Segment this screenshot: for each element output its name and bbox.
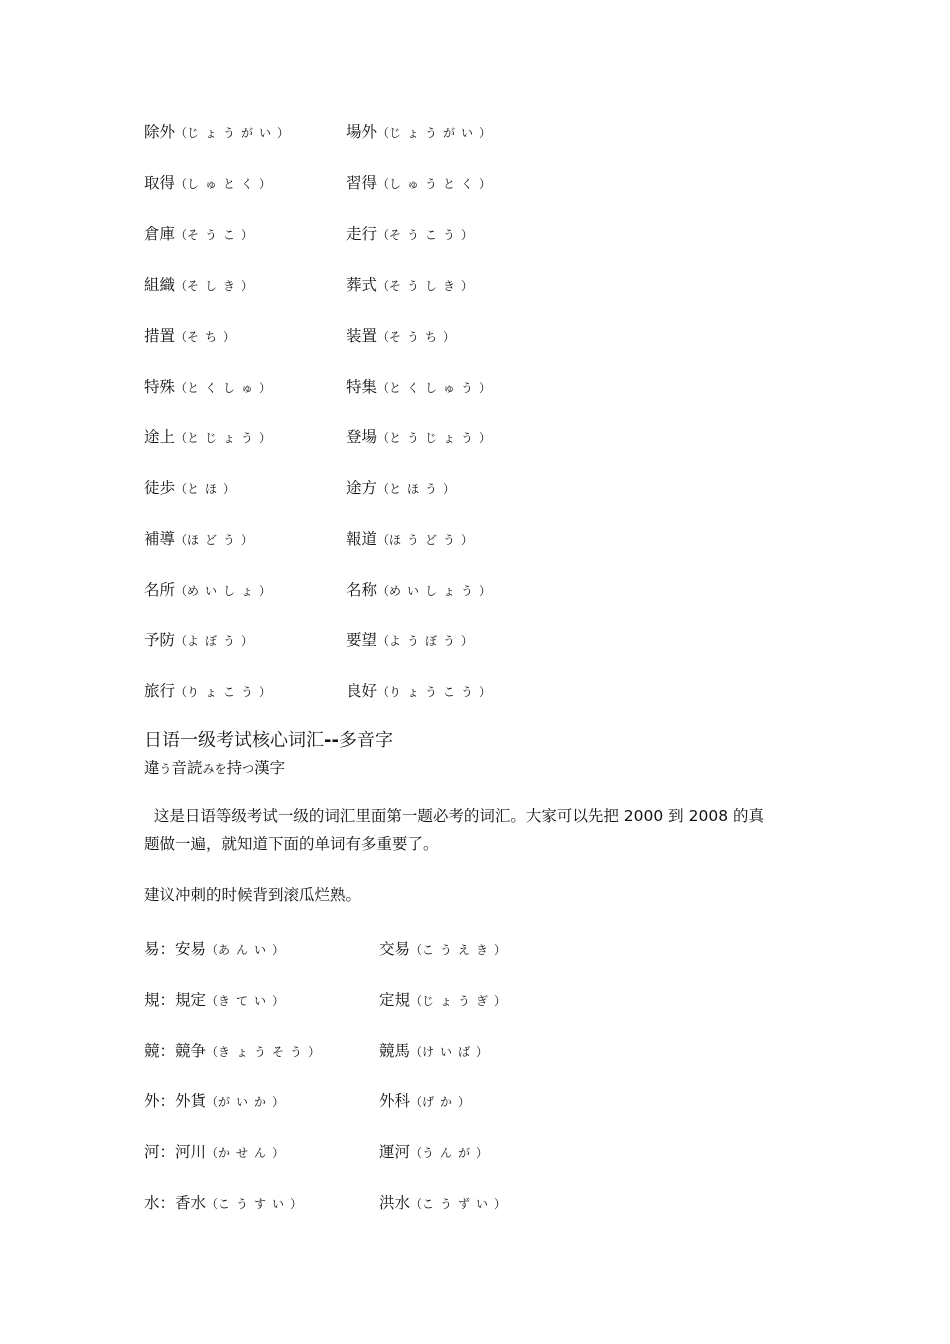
vocab-entry	[379, 940, 506, 958]
vocab-entry	[144, 225, 253, 243]
vocab-entry	[144, 428, 271, 446]
vocab-head-char: 外：	[144, 1092, 176, 1110]
vocab-row	[144, 628, 564, 650]
vocab-reading: とくしゅ	[187, 381, 260, 395]
intro-paragraph	[144, 802, 814, 858]
vocab-kanji: 装置	[346, 327, 378, 345]
vocab-reading: げか	[422, 1095, 459, 1109]
vocab-entry	[144, 276, 253, 294]
vocab-entry	[175, 1194, 302, 1212]
vocab-entry	[144, 631, 253, 649]
vocab-kanji: 走行	[346, 225, 378, 243]
subtitle-part: 違	[144, 759, 160, 777]
intro-text-2: 到	[663, 807, 689, 825]
vocab-kanji: 習得	[346, 174, 378, 192]
paren-close: ）	[272, 943, 285, 957]
vocab-kanji: 特集	[346, 378, 378, 396]
paren-close: ）	[479, 126, 492, 140]
vocab-kanji: 規定	[175, 991, 207, 1009]
paren-close: ）	[461, 634, 474, 648]
vocab-reading: じょうがい	[389, 126, 480, 140]
paren-open: （	[410, 1045, 423, 1059]
paren-close: ）	[272, 994, 285, 1008]
vocab-kanji: 旅行	[144, 682, 176, 700]
paren-open: （	[377, 685, 390, 699]
paren-close: ）	[461, 533, 474, 547]
vocab-reading: そうこう	[389, 228, 462, 242]
vocab-entry	[379, 1042, 488, 1060]
vocab-kanji: 競争	[175, 1042, 207, 1060]
vocab-row	[144, 222, 564, 244]
paren-close: ）	[223, 330, 236, 344]
paren-open: （	[175, 533, 188, 547]
paren-open: （	[206, 994, 219, 1008]
vocab-reading: こうえき	[422, 943, 495, 957]
vocab-entry	[346, 581, 491, 599]
paren-open: （	[206, 1197, 219, 1211]
vocab-row	[144, 476, 564, 498]
vocab-entry	[144, 682, 271, 700]
vocab-entry	[379, 1194, 506, 1212]
vocab-reading: めいしょう	[389, 584, 480, 598]
vocab-reading: きてい	[218, 994, 273, 1008]
vocab-entry	[346, 682, 491, 700]
vocab-kanji: 取得	[144, 174, 176, 192]
paren-open: （	[410, 943, 423, 957]
paren-close: ）	[458, 1095, 471, 1109]
vocab-kanji: 組織	[144, 276, 176, 294]
vocab-row	[144, 120, 564, 142]
vocab-reading: しゅうとく	[389, 177, 480, 191]
paren-close: ）	[443, 330, 456, 344]
paren-open: （	[175, 279, 188, 293]
paren-close: ）	[443, 482, 456, 496]
title-tail: 多音字	[338, 730, 393, 751]
paren-open: （	[377, 228, 390, 242]
vocab-entry	[346, 378, 491, 396]
vocab-kanji: 香水	[175, 1194, 207, 1212]
vocab-kanji: 交易	[379, 940, 411, 958]
vocab-reading: よぼう	[187, 634, 242, 648]
vocab-reading: とほ	[187, 482, 224, 496]
vocab-row	[144, 937, 564, 959]
vocab-reading: とくしゅう	[389, 381, 480, 395]
paren-close: ）	[259, 177, 272, 191]
paren-close: ）	[494, 1197, 507, 1211]
vocab-row	[144, 1039, 564, 1061]
intro-text-4: 题做一遍，就知道下面的单词有多重要了。	[144, 835, 439, 853]
vocab-reading: きょうそう	[218, 1045, 309, 1059]
vocab-kanji: 運河	[379, 1143, 411, 1161]
vocab-kanji: 場外	[346, 123, 378, 141]
vocab-reading: そしき	[187, 279, 242, 293]
title-main: 日语一级考试核心词汇	[144, 730, 324, 751]
paren-open: （	[175, 634, 188, 648]
vocab-entry	[144, 123, 289, 141]
vocab-reading: ほうどう	[389, 533, 462, 547]
vocab-kanji: 要望	[346, 631, 378, 649]
vocab-row	[144, 273, 564, 295]
vocab-entry	[175, 991, 284, 1009]
vocab-head-char: 河：	[144, 1143, 176, 1161]
vocab-reading: そうこ	[187, 228, 242, 242]
vocab-entry	[346, 479, 455, 497]
vocab-entry	[144, 174, 271, 192]
vocab-reading: あんい	[218, 943, 273, 957]
paren-open: （	[175, 482, 188, 496]
vocab-entry	[144, 378, 271, 396]
vocab-entry	[346, 631, 473, 649]
vocab-head-char: 規：	[144, 991, 176, 1009]
vocab-row	[144, 679, 564, 701]
vocab-kanji: 良好	[346, 682, 378, 700]
vocab-entry	[144, 581, 271, 599]
vocab-entry	[379, 1092, 470, 1110]
vocab-kanji: 葬式	[346, 276, 378, 294]
vocab-entry	[175, 1092, 284, 1110]
vocab-kanji: 徒歩	[144, 479, 176, 497]
paren-close: ）	[479, 685, 492, 699]
vocab-entry	[346, 530, 473, 548]
intro-text-1: 这是日语等级考试一级的词汇里面第一题必考的词汇。大家可以先把	[153, 807, 624, 825]
paren-open: （	[410, 1095, 423, 1109]
vocab-reading: そうち	[389, 330, 444, 344]
vocab-entry	[346, 123, 491, 141]
subtitle-part: 音読	[171, 759, 203, 777]
intro-year-end: 2008	[688, 807, 729, 825]
paren-close: ）	[272, 1095, 285, 1109]
vocab-reading: じょうがい	[187, 126, 278, 140]
vocab-reading: とうじょう	[389, 431, 480, 445]
paren-close: ）	[479, 584, 492, 598]
subtitle-part: う	[159, 762, 172, 776]
paren-open: （	[175, 228, 188, 242]
paren-close: ）	[223, 482, 236, 496]
paren-close: ）	[308, 1045, 321, 1059]
paren-close: ）	[479, 381, 492, 395]
paren-open: （	[175, 685, 188, 699]
paren-open: （	[410, 994, 423, 1008]
vocab-kanji: 外貨	[175, 1092, 207, 1110]
vocab-reading: じょうぎ	[422, 994, 495, 1008]
vocab-row	[144, 324, 564, 346]
vocab-entry	[346, 428, 491, 446]
vocab-row	[144, 1140, 564, 1162]
vocab-entry	[379, 991, 506, 1009]
vocab-kanji: 報道	[346, 530, 378, 548]
vocab-reading: こうずい	[422, 1197, 495, 1211]
vocab-reading: けいば	[422, 1045, 477, 1059]
vocab-row	[144, 375, 564, 397]
vocab-kanji: 名称	[346, 581, 378, 599]
vocab-kanji: 外科	[379, 1092, 411, 1110]
vocab-head-char: 競：	[144, 1042, 176, 1060]
vocab-kanji: 競馬	[379, 1042, 411, 1060]
vocab-reading: めいしょ	[187, 584, 260, 598]
paren-close: ）	[476, 1045, 489, 1059]
vocab-row	[144, 171, 564, 193]
vocab-entry	[175, 1143, 284, 1161]
subtitle-part: 漢字	[254, 759, 286, 777]
vocab-reading: りょうこう	[389, 685, 480, 699]
paren-open: （	[377, 330, 390, 344]
vocab-row	[144, 1191, 564, 1213]
paren-close: ）	[494, 943, 507, 957]
paren-open: （	[377, 482, 390, 496]
paren-open: （	[377, 584, 390, 598]
paren-close: ）	[479, 431, 492, 445]
vocab-kanji: 洪水	[379, 1194, 411, 1212]
vocab-kanji: 河川	[175, 1143, 207, 1161]
paren-open: （	[377, 177, 390, 191]
vocab-entry	[144, 327, 235, 345]
vocab-entry	[346, 225, 473, 243]
vocab-reading: ほどう	[187, 533, 242, 547]
vocab-entry	[346, 276, 473, 294]
paren-open: （	[175, 431, 188, 445]
vocab-head-char: 易：	[144, 940, 176, 958]
vocab-reading: ようぼう	[389, 634, 462, 648]
paren-open: （	[410, 1197, 423, 1211]
paren-close: ）	[277, 126, 290, 140]
paren-open: （	[377, 126, 390, 140]
subtitle-part: つ	[242, 762, 255, 776]
intro-year-start: 2000	[623, 807, 664, 825]
paren-open: （	[410, 1146, 423, 1160]
vocab-kanji: 特殊	[144, 378, 176, 396]
vocab-entry	[346, 174, 491, 192]
section-title	[144, 726, 393, 752]
vocab-reading: しゅとく	[187, 177, 260, 191]
paren-open: （	[377, 381, 390, 395]
paren-open: （	[206, 1095, 219, 1109]
vocab-kanji: 除外	[144, 123, 176, 141]
vocab-kanji: 倉庫	[144, 225, 176, 243]
paren-close: ）	[241, 279, 254, 293]
vocab-entry	[144, 479, 235, 497]
vocab-kanji: 登場	[346, 428, 378, 446]
paren-open: （	[206, 1146, 219, 1160]
section-subtitle	[144, 756, 285, 778]
paren-close: ）	[476, 1146, 489, 1160]
intro-text-3: 的真	[728, 807, 764, 825]
vocab-kanji: 定規	[379, 991, 411, 1009]
subtitle-part: み	[202, 762, 215, 776]
paren-close: ）	[290, 1197, 303, 1211]
vocab-kanji: 予防	[144, 631, 176, 649]
vocab-row	[144, 425, 564, 447]
vocab-row	[144, 527, 564, 549]
paren-close: ）	[241, 634, 254, 648]
vocab-entry	[175, 940, 284, 958]
subtitle-part: を	[214, 762, 227, 776]
paren-close: ）	[259, 381, 272, 395]
advice-paragraph: 建议冲刺的时候背到滚瓜烂熟。	[144, 886, 362, 904]
paren-open: （	[175, 381, 188, 395]
paren-open: （	[206, 943, 219, 957]
paren-close: ）	[272, 1146, 285, 1160]
vocab-reading: かせん	[218, 1146, 273, 1160]
vocab-kanji: 途上	[144, 428, 176, 446]
vocab-reading: そうしき	[389, 279, 462, 293]
paren-close: ）	[479, 177, 492, 191]
paren-open: （	[377, 533, 390, 547]
vocab-reading: こうすい	[218, 1197, 291, 1211]
paren-close: ）	[461, 279, 474, 293]
vocab-entry	[346, 327, 455, 345]
subtitle-part: 持	[226, 759, 243, 777]
paren-open: （	[175, 330, 188, 344]
vocab-row	[144, 578, 564, 600]
vocab-kanji: 途方	[346, 479, 378, 497]
vocab-entry	[144, 530, 253, 548]
paren-open: （	[175, 584, 188, 598]
vocab-entry	[175, 1042, 320, 1060]
paren-close: ）	[259, 431, 272, 445]
vocab-head-char: 水：	[144, 1194, 176, 1212]
vocab-reading: りょこう	[187, 685, 260, 699]
paren-open: （	[377, 634, 390, 648]
paren-close: ）	[259, 685, 272, 699]
paren-close: ）	[259, 584, 272, 598]
paren-open: （	[377, 431, 390, 445]
vocab-kanji: 措置	[144, 327, 176, 345]
paren-close: ）	[241, 228, 254, 242]
paren-open: （	[206, 1045, 219, 1059]
vocab-kanji: 安易	[175, 940, 207, 958]
paren-open: （	[175, 177, 188, 191]
vocab-kanji: 名所	[144, 581, 176, 599]
paren-open: （	[377, 279, 390, 293]
vocab-row	[144, 1089, 564, 1111]
vocab-reading: とじょう	[187, 431, 260, 445]
title-dash: --	[324, 730, 339, 751]
vocab-reading: がいか	[218, 1095, 273, 1109]
vocab-row	[144, 988, 564, 1010]
vocab-entry	[379, 1143, 488, 1161]
paren-close: ）	[241, 533, 254, 547]
vocab-reading: うんが	[422, 1146, 477, 1160]
paren-open: （	[175, 126, 188, 140]
vocab-reading: そち	[187, 330, 224, 344]
paren-close: ）	[461, 228, 474, 242]
vocab-reading: とほう	[389, 482, 444, 496]
paren-close: ）	[494, 994, 507, 1008]
vocab-kanji: 補導	[144, 530, 176, 548]
